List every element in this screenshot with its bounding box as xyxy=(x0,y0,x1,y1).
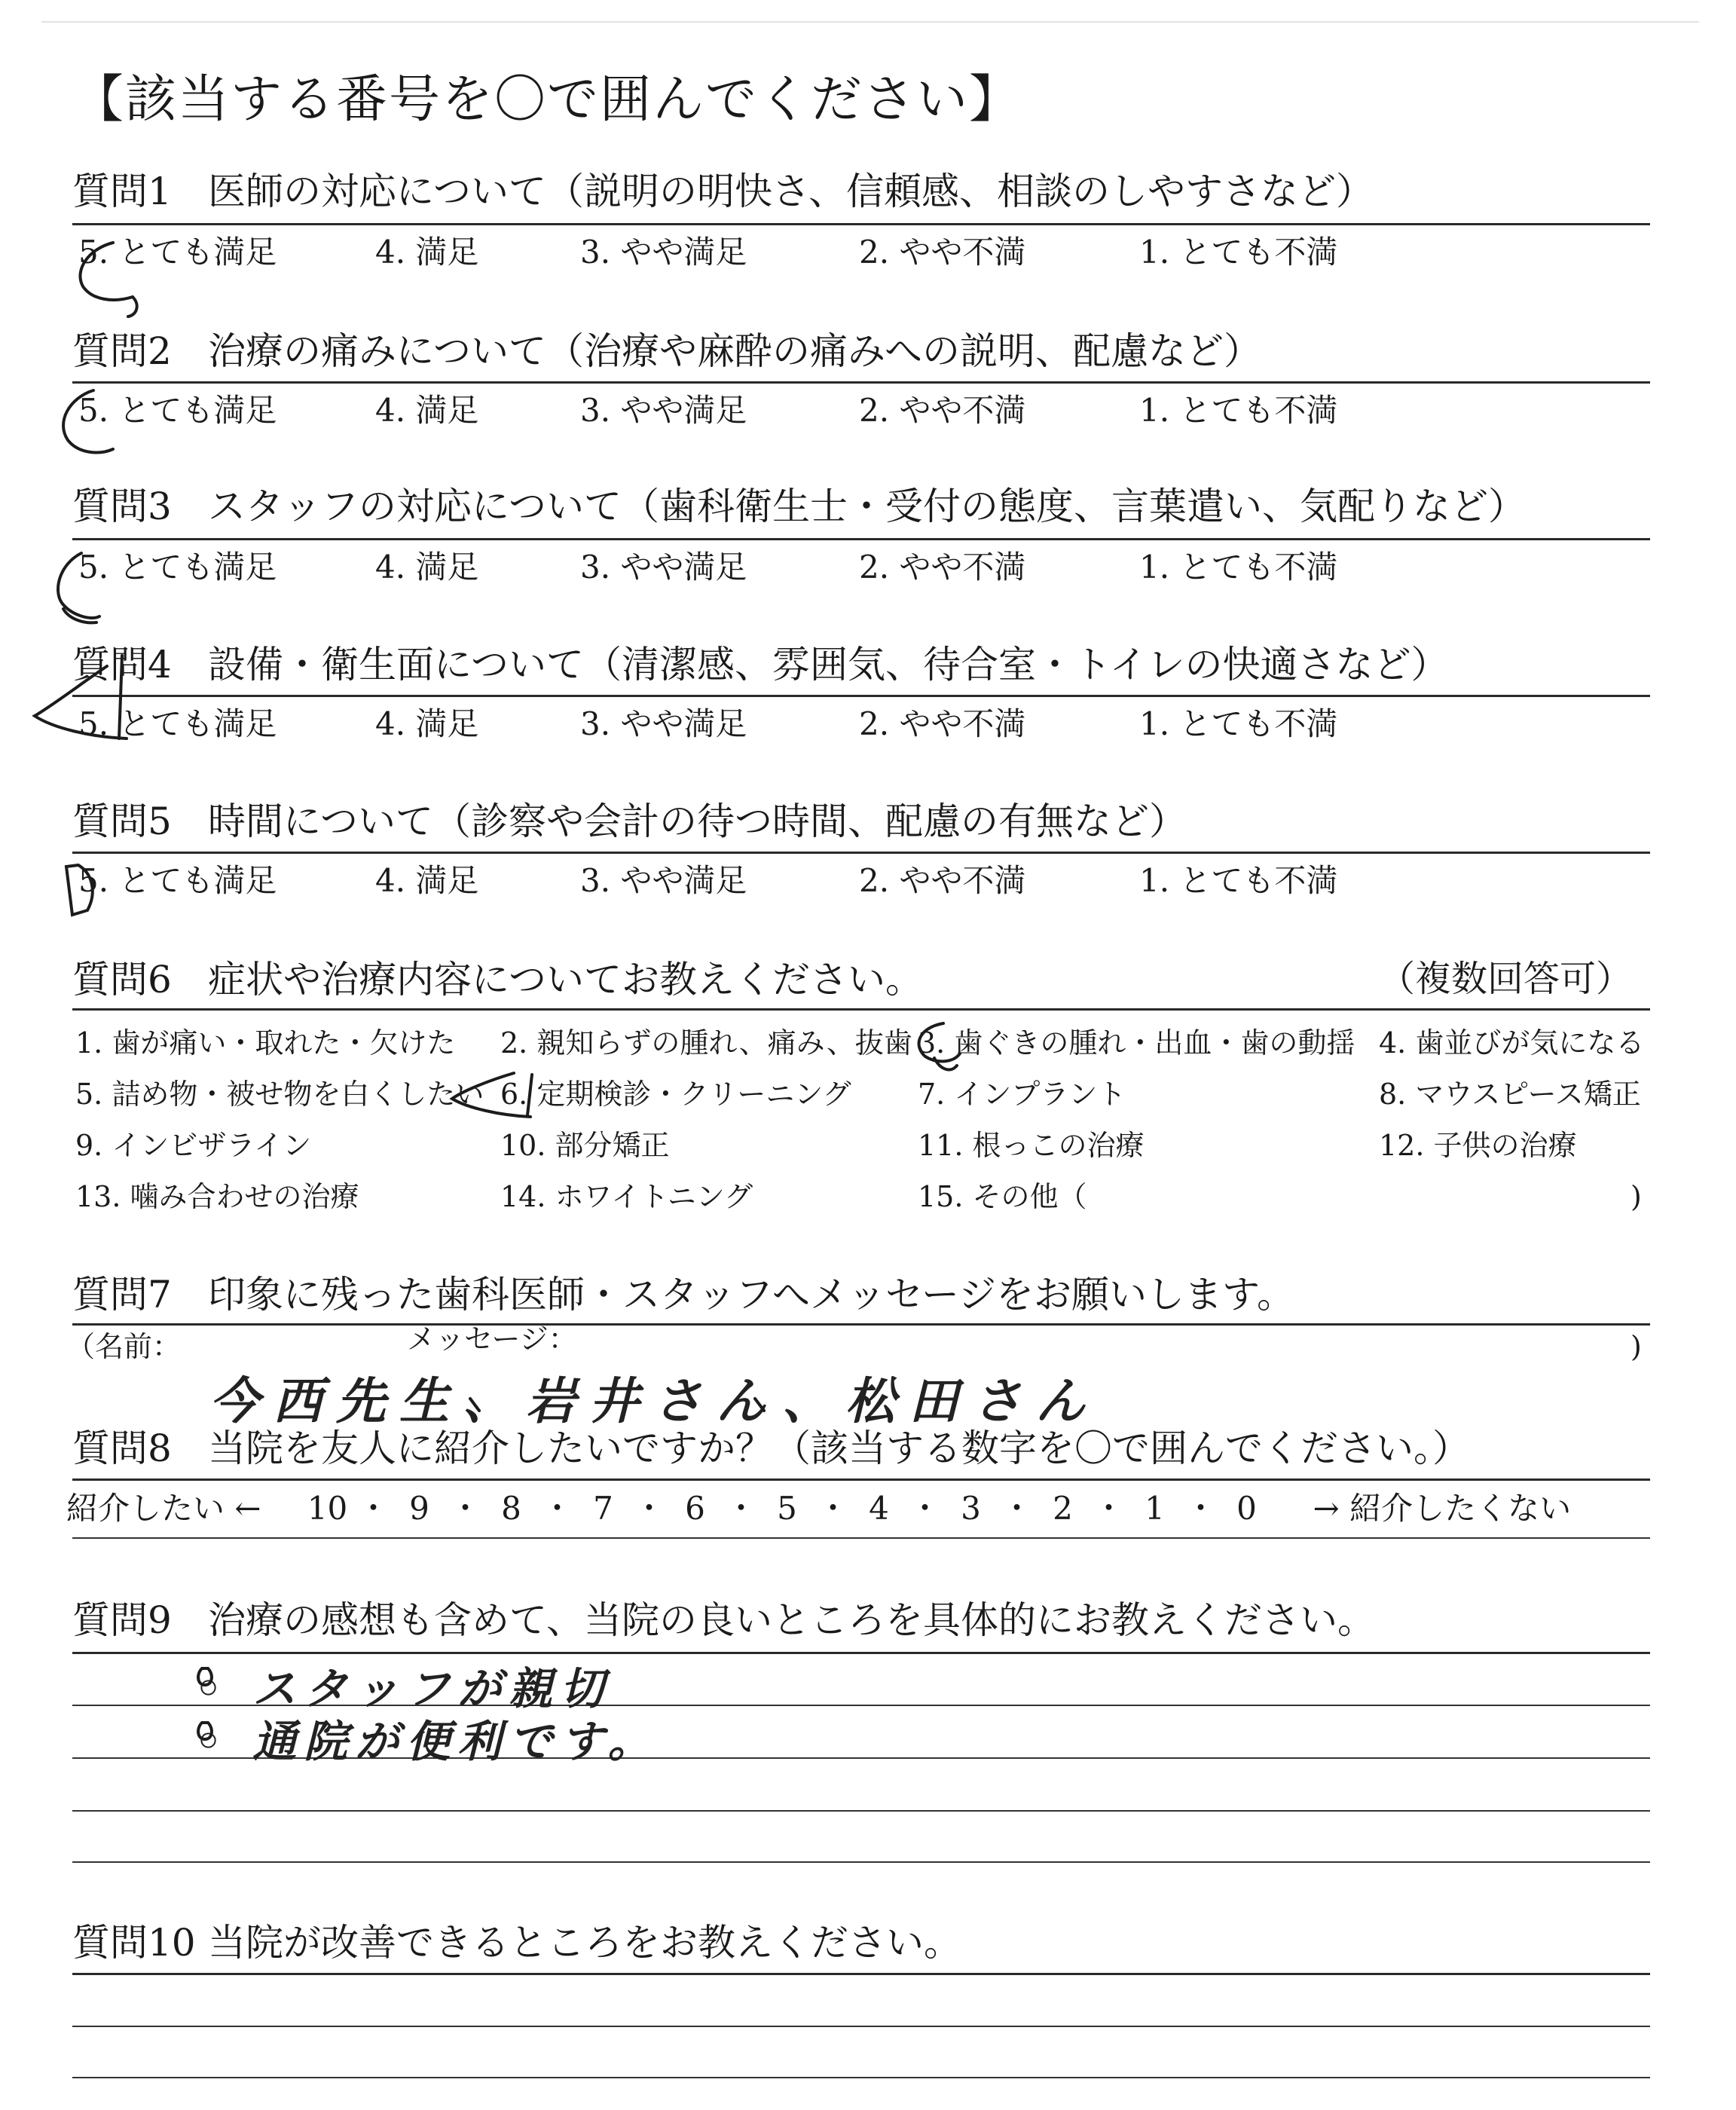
question-text: 時間について（診察や会計の待つ時間、配慮の有無など） xyxy=(208,800,1187,843)
q10-line-3 xyxy=(72,2077,1650,2078)
q3-option-1[interactable]: 1. とても不満 xyxy=(1139,549,1338,586)
q9-line-5 xyxy=(72,1861,1650,1863)
q7-close-paren: ) xyxy=(1631,1330,1642,1363)
q6-option-4[interactable]: 4. 歯並びが気になる xyxy=(1379,1026,1645,1060)
question-2-rule xyxy=(72,381,1650,384)
question-text: スタッフの対応について（歯科衛生士・受付の態度、言葉遣い、気配りなど） xyxy=(208,485,1526,528)
q3-option-2[interactable]: 2. やや不満 xyxy=(859,549,1026,586)
q8-score-2[interactable]: 2 xyxy=(1053,1490,1073,1527)
q6-option-2[interactable]: 2. 親知らずの腫れ、痛み、抜歯 xyxy=(500,1026,912,1060)
q5-option-3[interactable]: 3. やや満足 xyxy=(580,862,747,899)
question-text: 治療の感想も含めて、当院の良いところを具体的にお教えください。 xyxy=(208,1598,1375,1642)
q8-separator: ・ xyxy=(449,1490,481,1527)
q8-separator: ・ xyxy=(817,1490,849,1527)
q2-option-3[interactable]: 3. やや満足 xyxy=(580,392,747,429)
q7-message-label: メッセージ： xyxy=(407,1323,577,1356)
q4-option-5[interactable]: 5. とても満足 xyxy=(78,705,277,742)
q7-handwritten-message[interactable]: 今西先生、岩井さん、松田さん xyxy=(209,1372,1099,1430)
question-number: 質問4 xyxy=(72,643,172,687)
question-9-title xyxy=(72,1598,1375,1643)
q8-left-label: 紹介したい ← xyxy=(66,1490,261,1527)
question-4-rule xyxy=(72,695,1650,697)
question-8-rule xyxy=(72,1479,1650,1481)
q8-separator: ・ xyxy=(909,1490,941,1527)
q6-option-5[interactable]: 5. 詰め物・被せ物を白くしたい xyxy=(75,1078,484,1111)
question-text: 印象に残った歯科医師・スタッフへメッセージをお願いします。 xyxy=(208,1273,1294,1316)
q8-recommend-scale xyxy=(66,1489,1664,1528)
q3-option-4[interactable]: 4. 満足 xyxy=(375,549,479,586)
question-1-title xyxy=(72,169,1374,214)
question-6-rule xyxy=(72,1008,1650,1011)
q6-option-15-close: ) xyxy=(1631,1180,1642,1213)
q6-option-7[interactable]: 7. インプラント xyxy=(918,1078,1126,1111)
question-number: 質問1 xyxy=(72,170,172,213)
q4-option-3[interactable]: 3. やや満足 xyxy=(580,705,747,742)
q8-score-3[interactable]: 3 xyxy=(961,1490,981,1527)
question-text: 治療の痛みについて（治療や麻酔の痛みへの説明、配慮など） xyxy=(208,329,1261,373)
question-text: 当院が改善できるところをお教えください。 xyxy=(208,1921,961,1965)
q8-separator: ・ xyxy=(725,1490,757,1527)
q1-option-1[interactable]: 1. とても不満 xyxy=(1139,234,1338,271)
question-1-rule xyxy=(72,223,1650,225)
question-text: 症状や治療内容についてお教えください。 xyxy=(208,958,923,1001)
q8-score-0[interactable]: 0 xyxy=(1236,1490,1257,1527)
question-3-title xyxy=(72,484,1526,529)
q4-option-2[interactable]: 2. やや不満 xyxy=(859,705,1026,742)
q5-option-1[interactable]: 1. とても不満 xyxy=(1139,862,1338,899)
q6-option-15[interactable]: 15. その他（ xyxy=(918,1180,1087,1213)
q6-option-3[interactable]: 3. 歯ぐきの腫れ・出血・歯の動揺 xyxy=(918,1026,1355,1060)
question-number: 質問10 xyxy=(72,1921,196,1965)
q8-bottom-rule xyxy=(72,1537,1650,1539)
q6-option-14[interactable]: 14. ホワイトニング xyxy=(500,1180,753,1213)
question-8-title xyxy=(72,1426,1470,1471)
q8-separator: ・ xyxy=(633,1490,665,1527)
q2-option-4[interactable]: 4. 満足 xyxy=(375,392,479,429)
question-7-title xyxy=(72,1272,1294,1317)
question-text: 当院を友人に紹介したいですか？（該当する数字を〇で囲んでください。） xyxy=(208,1427,1470,1470)
question-3-rule xyxy=(72,538,1650,540)
q2-option-1[interactable]: 1. とても不満 xyxy=(1139,392,1338,429)
q3-option-5[interactable]: 5. とても満足 xyxy=(78,549,277,586)
form-heading: 【該当する番号を〇で囲んでください】 xyxy=(72,70,1022,130)
q4-option-4[interactable]: 4. 満足 xyxy=(375,705,479,742)
q4-option-1[interactable]: 1. とても不満 xyxy=(1139,705,1338,742)
question-number: 質問3 xyxy=(72,485,172,528)
question-number: 質問5 xyxy=(72,800,172,843)
q8-separator: ・ xyxy=(541,1490,573,1527)
question-2-title xyxy=(72,329,1261,374)
q8-score-10[interactable]: 10 xyxy=(307,1490,348,1527)
q8-score-6[interactable]: 6 xyxy=(685,1490,705,1527)
q2-option-2[interactable]: 2. やや不満 xyxy=(859,392,1026,429)
q5-option-5[interactable]: 5. とても満足 xyxy=(78,862,277,899)
q8-separator: ・ xyxy=(357,1490,390,1527)
question-10-title xyxy=(72,1920,961,1965)
q8-score-5[interactable]: 5 xyxy=(777,1490,797,1527)
question-text: 設備・衛生面について（清潔感、雰囲気、待合室・トイレの快適さなど） xyxy=(208,643,1449,687)
question-7-rule xyxy=(72,1323,1650,1326)
q8-score-8[interactable]: 8 xyxy=(501,1490,521,1527)
q8-right-label: → 紹介したくない xyxy=(1313,1490,1572,1527)
q8-separator: ・ xyxy=(1184,1490,1217,1527)
q6-option-1[interactable]: 1. 歯が痛い・取れた・欠けた xyxy=(75,1026,456,1060)
question-5-title xyxy=(72,799,1187,844)
question-number: 質問9 xyxy=(72,1598,172,1642)
q5-option-2[interactable]: 2. やや不満 xyxy=(859,862,1026,899)
question-text: 医師の対応について（説明の明快さ、信頼感、相談のしやすさなど） xyxy=(208,170,1374,213)
q6-option-6[interactable]: 6. 定期検診・クリーニング xyxy=(500,1078,851,1111)
question-6-title xyxy=(72,957,923,1002)
top-border xyxy=(41,21,1699,23)
question-number: 質問8 xyxy=(72,1427,172,1470)
q9-line-4 xyxy=(72,1810,1650,1812)
q8-score-7[interactable]: 7 xyxy=(593,1490,613,1527)
q9-handwritten-line-1[interactable]: ◦ スタッフが親切 xyxy=(194,1663,612,1714)
q6-option-10[interactable]: 10. 部分矯正 xyxy=(500,1129,670,1162)
q6-option-11[interactable]: 11. 根っこの治療 xyxy=(918,1129,1145,1162)
q1-option-5[interactable]: 5. とても満足 xyxy=(78,234,277,271)
q10-line-1 xyxy=(72,1973,1650,1975)
question-5-rule xyxy=(72,852,1650,854)
q1-circle-tick xyxy=(128,297,137,316)
q8-score-1[interactable]: 1 xyxy=(1145,1490,1165,1527)
question-number: 質問2 xyxy=(72,329,172,373)
q8-score-9[interactable]: 9 xyxy=(409,1490,429,1527)
question-number: 質問7 xyxy=(72,1273,172,1316)
q6-option-13[interactable]: 13. 噛み合わせの治療 xyxy=(75,1180,359,1213)
question-4-title xyxy=(72,642,1449,687)
q1-option-2[interactable]: 2. やや不満 xyxy=(859,234,1026,271)
q6-option-9[interactable]: 9. インビザライン xyxy=(75,1129,312,1162)
q5-option-4[interactable]: 4. 満足 xyxy=(375,862,479,899)
question-number: 質問6 xyxy=(72,958,172,1001)
q2-option-5[interactable]: 5. とても満足 xyxy=(78,392,277,429)
q8-separator: ・ xyxy=(1001,1490,1033,1527)
q8-scale-numbers xyxy=(304,1489,1271,1528)
q1-option-3[interactable]: 3. やや満足 xyxy=(580,234,747,271)
q9-handwritten-line-2[interactable]: ◦ 通院が便利です。 xyxy=(194,1716,659,1767)
q6-option-8[interactable]: 8. マウスピース矯正 xyxy=(1379,1078,1641,1111)
q7-name-label: （名前： xyxy=(66,1330,182,1363)
q3-option-3[interactable]: 3. やや満足 xyxy=(580,549,747,586)
q3-circle-tail xyxy=(63,609,96,622)
q1-option-4[interactable]: 4. 満足 xyxy=(375,234,479,271)
q8-score-4[interactable]: 4 xyxy=(869,1490,889,1527)
q10-line-2 xyxy=(72,2026,1650,2027)
q8-separator: ・ xyxy=(1093,1490,1125,1527)
q6-option-12[interactable]: 12. 子供の治療 xyxy=(1379,1129,1577,1162)
q6-multiple-answer-note: （複数回答可） xyxy=(1379,958,1633,1000)
